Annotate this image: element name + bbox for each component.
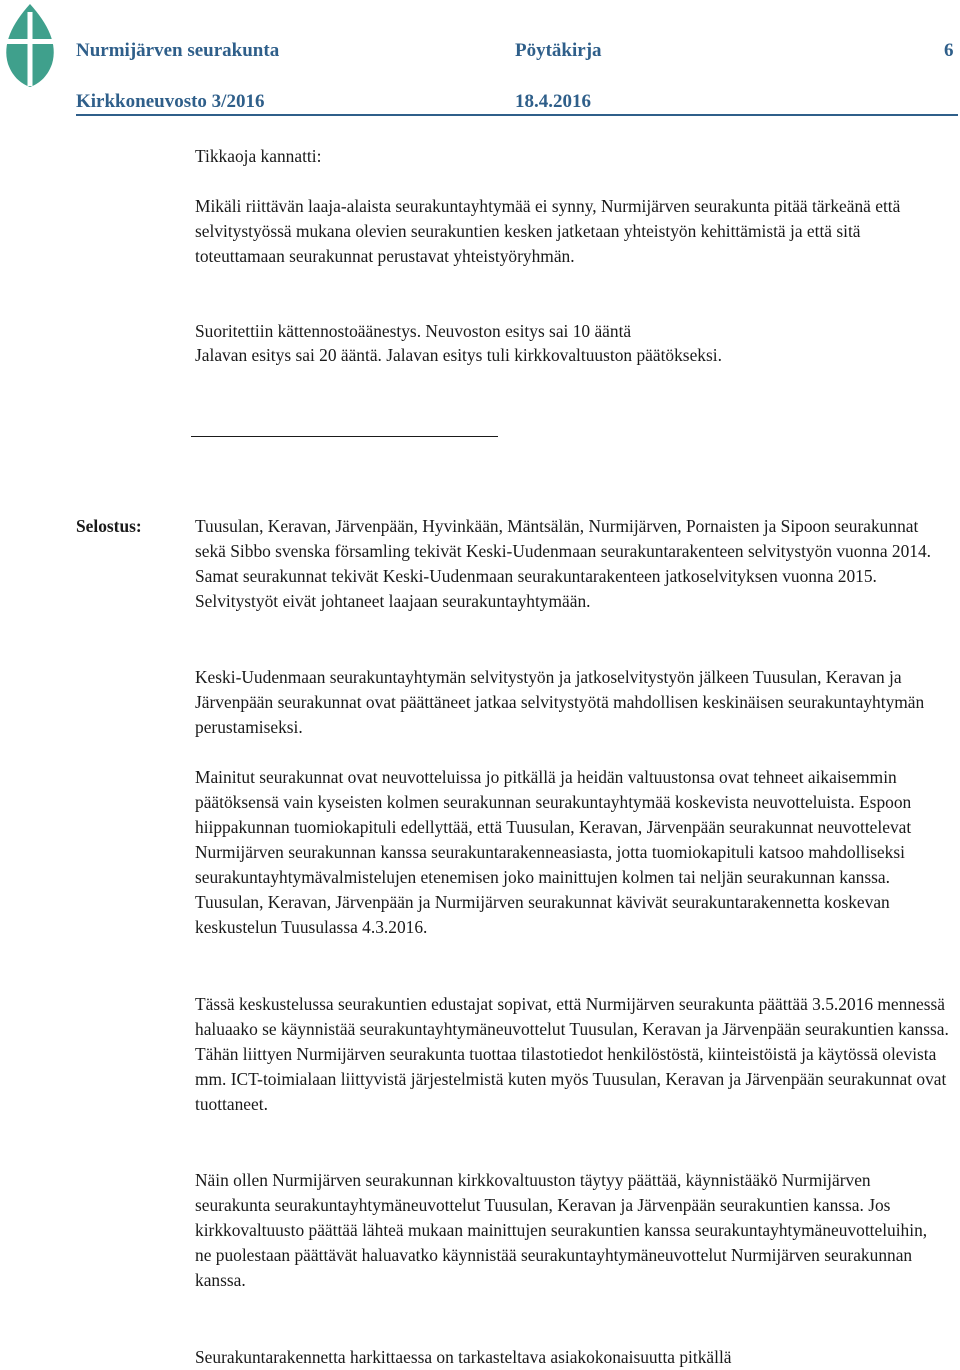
proposal-paragraph (195, 194, 940, 270)
header-rule (76, 114, 958, 116)
report-paragraph-2 (195, 665, 930, 740)
report-text-2: Keski-Uudenmaan seurakuntayhtymän selvitystyön ja jatkoselvitystyön jälkeen Tuusulan, Keravan ja Järvenpään seurakunnat ovat päättäneet jatkaa selvitystyötä mahdollisen keskinäisen seurakuntayhtymän perustamiseksi. (195, 667, 925, 737)
report-text-5: Näin ollen Nurmijärven seurakunnan kirkkovaltuuston täytyy päättää, käynnistääkö Nurmijärven seurakunta seurakuntayhtymäneuvottelut Tuusulan, Keravan ja Järvenpään seurakuntien kanssa. Jos kirkkovaltuusto päättää lähteä mukaan mainittujen seurakuntien kanssa seurakuntayhtymäneuvotteluihin, ne puolestaan päättävät haluavatko käynnistää seurakuntayhtymäneuvottelut Nurmijärven seurakunnan kanssa. (195, 1170, 928, 1290)
report-text-6: Seurakuntarakennetta harkittaessa on tarkasteltava asiakokonaisuutta pitkällä (195, 1347, 732, 1367)
meeting-date: 18.4.2016 (515, 91, 591, 112)
report-paragraph-6 (195, 1345, 960, 1370)
meeting-name: Kirkkoneuvosto 3/2016 (76, 91, 265, 112)
report-label: Selostus: (76, 516, 142, 536)
church-logo-icon (0, 2, 60, 88)
proposal-text: Mikäli riittävän laaja-alaista seurakuntayhtymää ei synny, Nurmijärven seurakunta pitää tärkeänä että selvitystyössä mukana olevien seurakuntien kesken jatketaan yhteistyön kehittämistä ja että sitä toteuttamaan seurakunnat perustavat yhteistyöryhmän. (195, 196, 901, 267)
report-paragraph-1 (195, 514, 940, 614)
document-type: Pöytäkirja (515, 40, 602, 61)
organization-name: Nurmijärven seurakunta (76, 40, 280, 61)
vote-line-1: Suoritettiin kättennostoäänestys. Neuvoston esitys sai 10 ääntä (195, 321, 632, 341)
vote-line-2: Jalavan esitys sai 20 ääntä. Jalavan esitys tuli kirkkovaltuuston päätökseksi. (195, 345, 722, 365)
report-paragraph-4 (195, 992, 950, 1117)
report-paragraph-5 (195, 1168, 940, 1293)
section-separator (191, 436, 498, 437)
report-text-4: Tässä keskustelussa seurakuntien edustajat sopivat, että Nurmijärven seurakunta päättää 3.5.2016 mennessä haluaako se käynnistää seurakuntayhtymäneuvottelut Tuusulan, Keravan ja Järvenpään seurakuntien kanssa. Tähän liittyen Nurmijärven seurakunta tuottaa tilastotiedot henkilöstöstä, kiinteistöistä ja käytössä olevista mm. ICT-toimialaan liittyvistä järjestelmistä kuten myös Tuusulan, Keravan ja Järvenpään seurakunnat ovat tuottaneet. (195, 994, 949, 1114)
report-text-3: Mainitut seurakunnat ovat neuvotteluissa jo pitkällä ja heidän valtuustonsa ovat tehneet aikaisemmin päätöksensä vain kyseisten kolmen seurakunnan seurakuntayhtymää koskevista neuvotteluista. Espoon hiippakunnan tuomiokapituli edellyttää, että Tuusulan, Keravan, Järvenpään seurakunnat neuvottelevat Nurmijärven seurakunnan kanssa seurakuntarakenneasiasta, jotta tuomiokapituli katsoo mahdolliseksi seurakuntayhtymävalmistelujen etenemisen joko mainittujen kolmen tai neljän seurakunnan kanssa. Tuusulan, Keravan, Järvenpään ja Nurmijärven seurakunnat kävivät seurakuntarakennetta koskevan keskustelun Tuusulassa 4.3.2016. (195, 767, 912, 937)
seconded-line: Tikkaoja kannatti: (195, 146, 322, 166)
report-text-1: Tuusulan, Keravan, Järvenpään, Hyvinkään, Mäntsälän, Nurmijärven, Pornaisten ja Sipoon seurakunnat sekä Sibbo svenska församling tekivät Keski-Uudenmaan seurakuntarakenteen selvitystyön vuonna 2014. Samat seurakunnat tekivät Keski-Uudenmaan seurakuntarakenteen jatkoselvityksen vuonna 2015. Selvitystyöt eivät johtaneet laajaan seurakuntayhtymään. (195, 516, 932, 611)
report-paragraph-3 (195, 765, 960, 940)
page-number: 6 (944, 40, 954, 61)
